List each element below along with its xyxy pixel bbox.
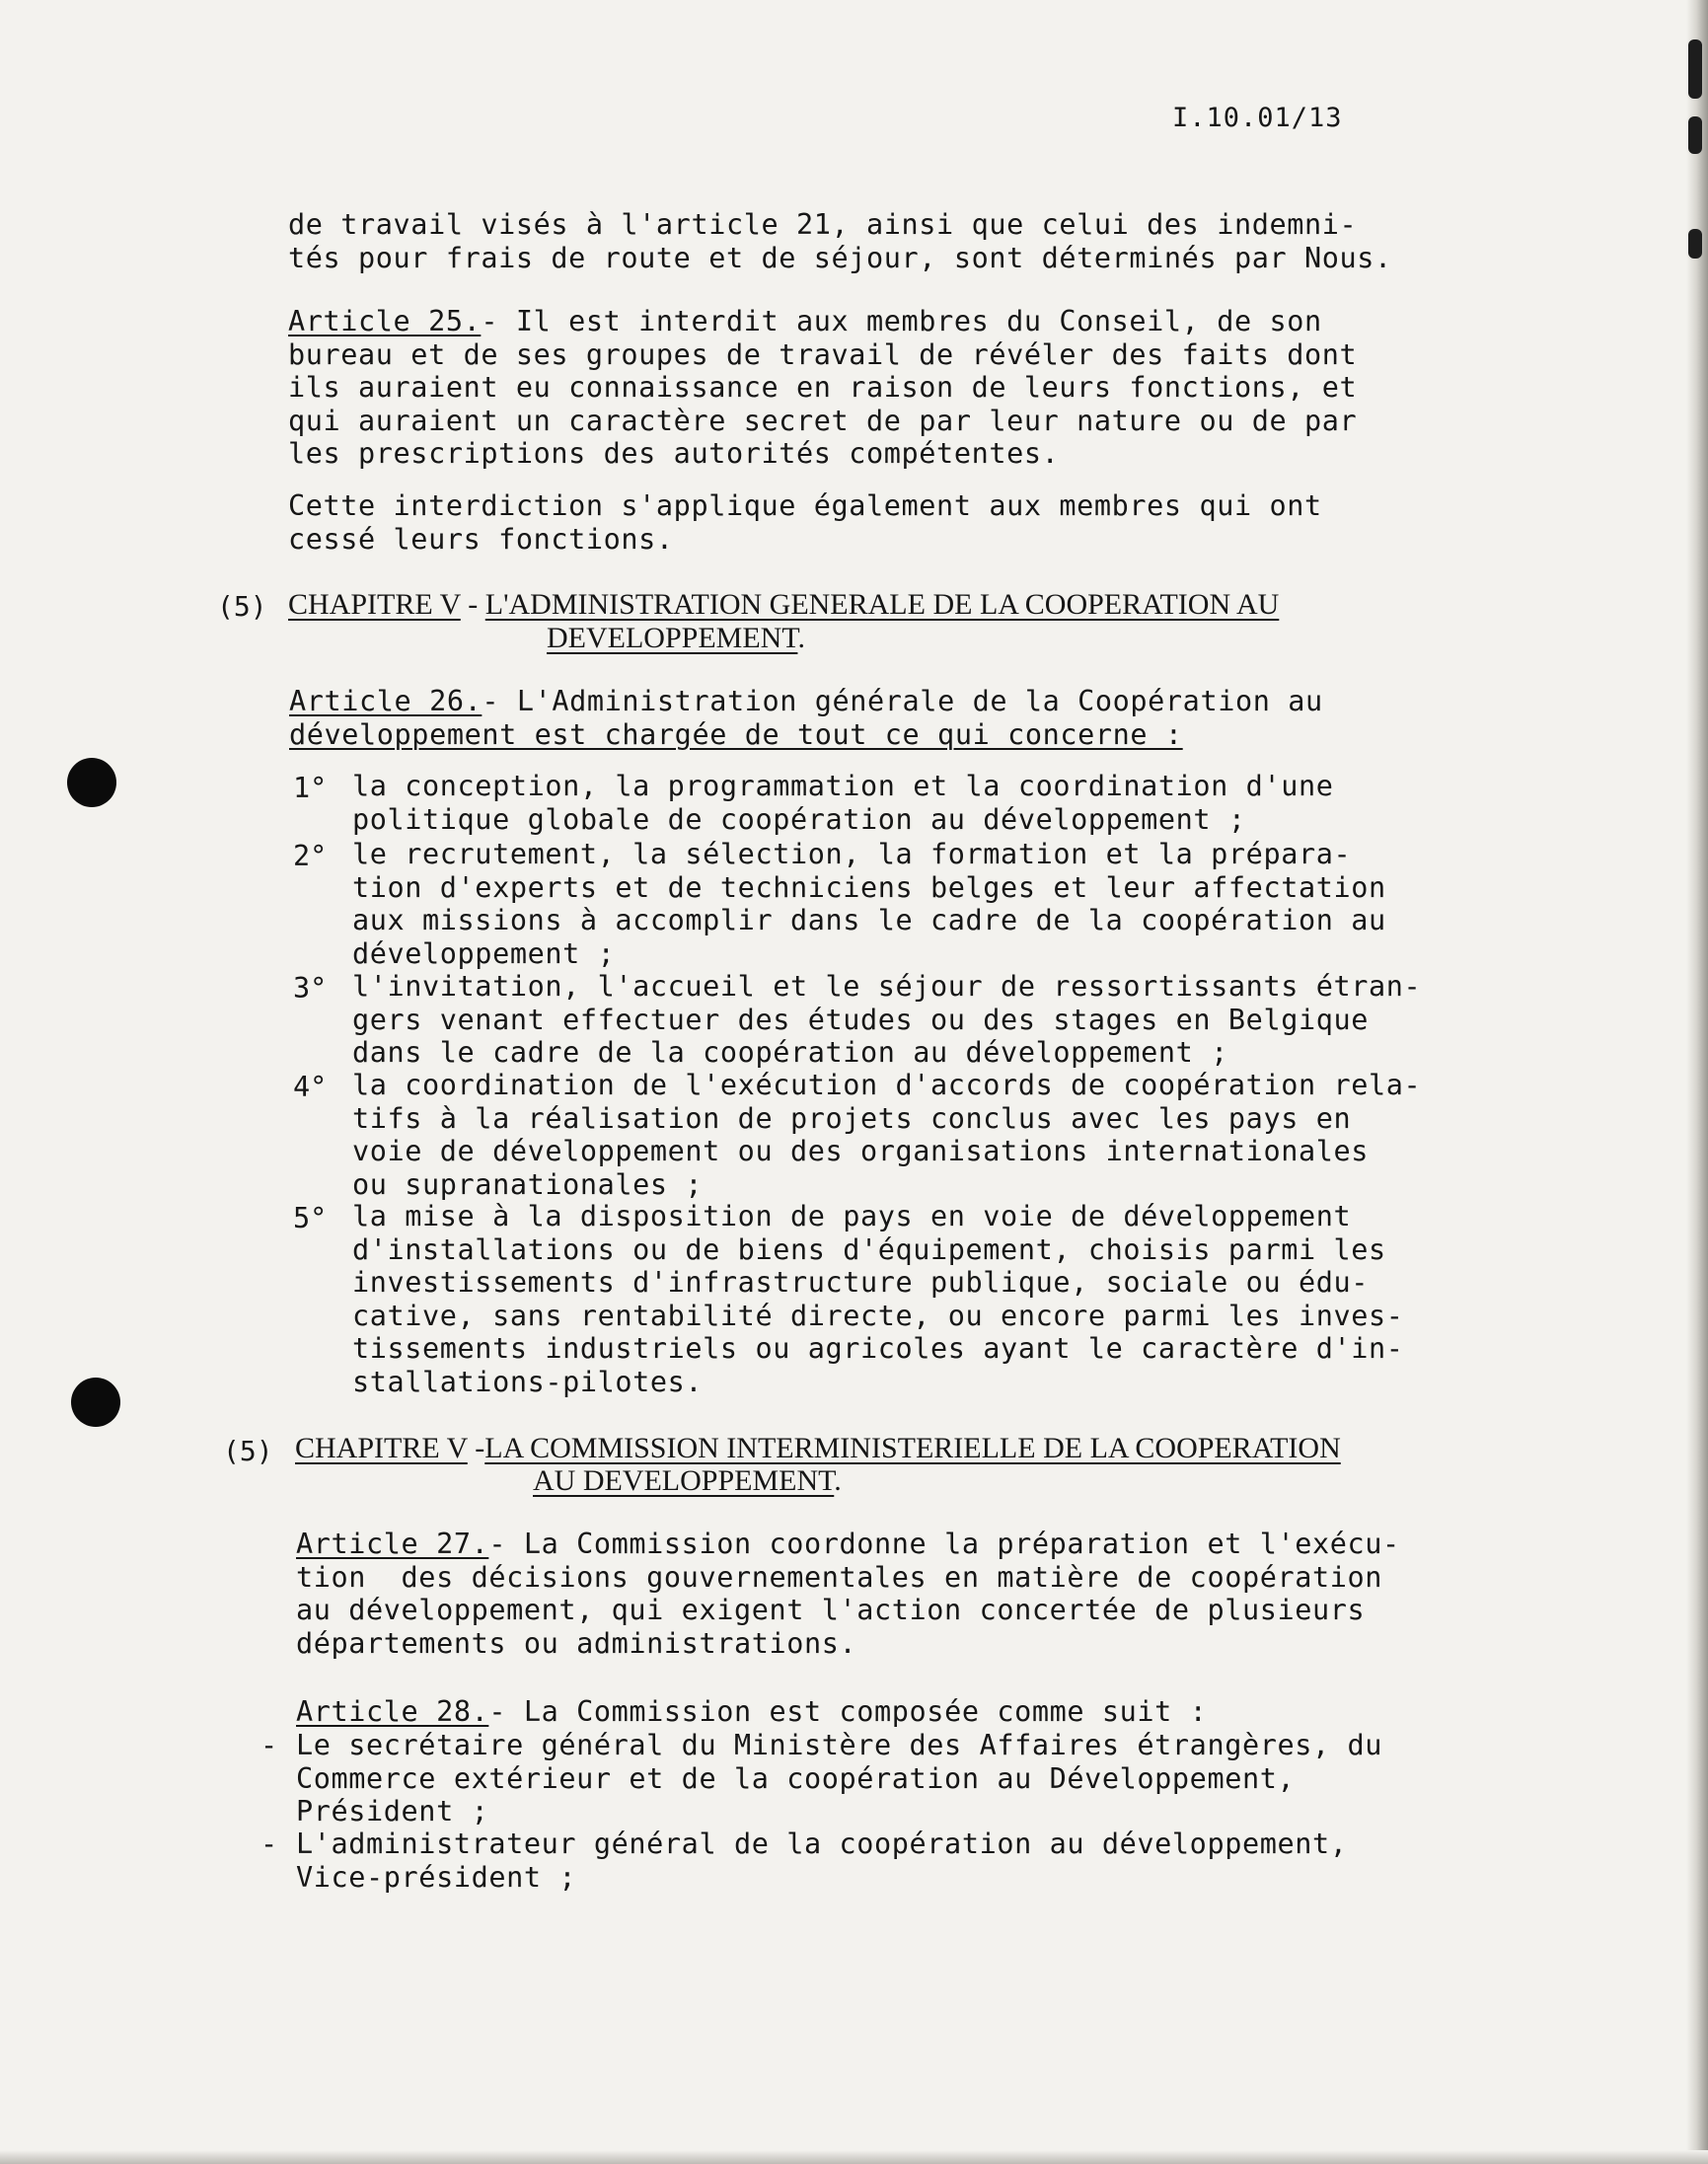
- text-line: d'installations ou de biens d'équipement, choisis parmi les: [352, 1232, 1386, 1266]
- text-line: Vice-président ;: [296, 1860, 577, 1894]
- text-line: dans le cadre de la coopération au développement ;: [352, 1036, 1228, 1069]
- item-number: 1°: [293, 772, 328, 804]
- text-line: tion des décisions gouvernementales en matière de coopération: [296, 1560, 1383, 1594]
- text-line: gers venant effectuer des études ou des stages en Belgique: [352, 1003, 1369, 1036]
- article-label: Article 25.: [288, 305, 482, 337]
- text-line: au développement, qui exigent l'action concertée de plusieurs: [296, 1594, 1366, 1626]
- article-label: Article 26.: [289, 685, 483, 717]
- tear-mark: [1688, 116, 1702, 154]
- article-label: Article 28.: [296, 1695, 489, 1728]
- tear-mark: [1688, 229, 1702, 259]
- text-line: Cette interdiction s'applique également aux membres qui ont: [288, 489, 1322, 522]
- chapter-label: CHAPITRE V: [295, 1432, 468, 1464]
- tear-mark: [1688, 39, 1702, 99]
- text-line: développement ;: [352, 936, 616, 970]
- chapter-title-line: L'ADMINISTRATION GENERALE DE LA COOPERATION AU: [484, 588, 1280, 621]
- text-line: tion d'experts et de techniciens belges et leur affectation: [352, 870, 1386, 904]
- text-line: bureau et de ses groupes de travail de révéler des faits dont: [288, 337, 1358, 371]
- text-line: ou supranationales ;: [352, 1167, 704, 1201]
- chapter-heading: [288, 588, 1279, 622]
- article-27: [296, 1528, 1400, 1660]
- article-28: [296, 1695, 1207, 1729]
- chapter-separator: -: [467, 1432, 485, 1464]
- text-line: - L'Administration générale de la Coopération au: [482, 685, 1323, 717]
- page-bottom-shadow: [0, 2150, 1708, 2164]
- text-line: politique globale de coopération au développement ;: [352, 802, 1246, 836]
- item-number: 5°: [293, 1202, 328, 1234]
- item-number: 4°: [293, 1071, 328, 1103]
- chapter-marker: (5): [217, 590, 267, 623]
- item-number: 2°: [293, 840, 328, 872]
- text-line: L'administrateur général de la coopération au développement,: [296, 1828, 1348, 1860]
- chapter-heading-continued: [547, 622, 805, 655]
- chapter-heading: [295, 1432, 1341, 1465]
- text-line: ils auraient eu connaissance en raison de leurs fonctions, et: [288, 371, 1358, 404]
- chapter-end: .: [797, 622, 805, 654]
- text-line: voie de développement ou des organisations internationales: [352, 1135, 1369, 1167]
- text-line: développement est chargée de tout ce qui concerne :: [289, 717, 1183, 751]
- article-label: Article 27.: [296, 1528, 489, 1560]
- punch-hole: [67, 758, 116, 807]
- text-line: stallations-pilotes.: [352, 1365, 704, 1398]
- text-line: la mise à la disposition de pays en voie de développement: [352, 1200, 1352, 1232]
- list-item: [352, 770, 1333, 836]
- list-item: [352, 1200, 1404, 1398]
- text-line: aux missions à accomplir dans le cadre de la coopération au: [352, 904, 1386, 936]
- text-line: tifs à la réalisation de projets conclus avec les pays en: [352, 1101, 1352, 1135]
- document-reference: I.10.01/13: [1172, 103, 1343, 133]
- bullet-item: [296, 1828, 1348, 1894]
- text-line: cative, sans rentabilité directe, ou encore parmi les inves-: [352, 1299, 1404, 1332]
- text-line: la coordination de l'exécution d'accords de coopération rela-: [352, 1069, 1422, 1101]
- list-item: [352, 838, 1386, 970]
- item-number: 3°: [293, 972, 328, 1005]
- chapter-separator: -: [460, 588, 485, 621]
- text-line: qui auraient un caractère secret de par leur nature ou de par: [288, 404, 1358, 437]
- chapter-marker: (5): [223, 1435, 273, 1467]
- chapter-title-line: DEVELOPPEMENT: [547, 622, 798, 654]
- punch-hole: [71, 1378, 120, 1427]
- text-line: de travail visés à l'article 21, ainsi que celui des indemni-: [288, 208, 1358, 241]
- chapter-label: CHAPITRE V: [288, 588, 461, 621]
- text-line: la conception, la programmation et la coordination d'une: [352, 770, 1334, 802]
- article-25: [288, 305, 1357, 471]
- text-line: - Il est interdit aux membres du Conseil, de son: [481, 305, 1322, 337]
- chapter-heading-continued: [533, 1464, 842, 1498]
- text-line: les prescriptions des autorités compétentes.: [288, 437, 1060, 470]
- chapter-title-line: AU DEVELOPPEMENT: [533, 1464, 835, 1497]
- bullet-mark: -: [260, 1828, 278, 1860]
- text-line: cessé leurs fonctions.: [288, 522, 674, 556]
- text-line: tés pour frais de route et de séjour, sont déterminés par Nous.: [288, 241, 1392, 274]
- list-item: [352, 970, 1421, 1070]
- text-line: Le secrétaire général du Ministère des Affaires étrangères, du: [296, 1729, 1383, 1761]
- chapter-title-line: LA COMMISSION INTERMINISTERIELLE DE LA COOPERATION: [484, 1432, 1341, 1464]
- page-edge-shadow: [1686, 0, 1708, 2164]
- bullet-mark: -: [260, 1729, 278, 1761]
- text-line: le recrutement, la sélection, la formation et la prépara-: [352, 838, 1352, 870]
- text-line: Commerce extérieur et de la coopération au Développement,: [296, 1761, 1296, 1795]
- text-line: tissements industriels ou agricoles ayant le caractère d'in-: [352, 1332, 1404, 1365]
- chapter-end: .: [834, 1464, 842, 1497]
- text-line: - La Commission est composée comme suit :: [488, 1695, 1208, 1728]
- text-line: investissements d'infrastructure publique, sociale ou édu-: [352, 1266, 1369, 1299]
- article-26: [289, 685, 1323, 751]
- text-line: Président ;: [296, 1795, 489, 1828]
- intro-paragraph: [288, 208, 1392, 274]
- list-item: [352, 1069, 1421, 1201]
- text-line: départements ou administrations.: [296, 1626, 857, 1660]
- text-line: - La Commission coordonne la préparation et l'exécu-: [488, 1528, 1400, 1560]
- article-25-paragraph-2: [288, 489, 1322, 556]
- bullet-item: [296, 1729, 1382, 1828]
- text-line: l'invitation, l'accueil et le séjour de ressortissants étran-: [352, 970, 1422, 1003]
